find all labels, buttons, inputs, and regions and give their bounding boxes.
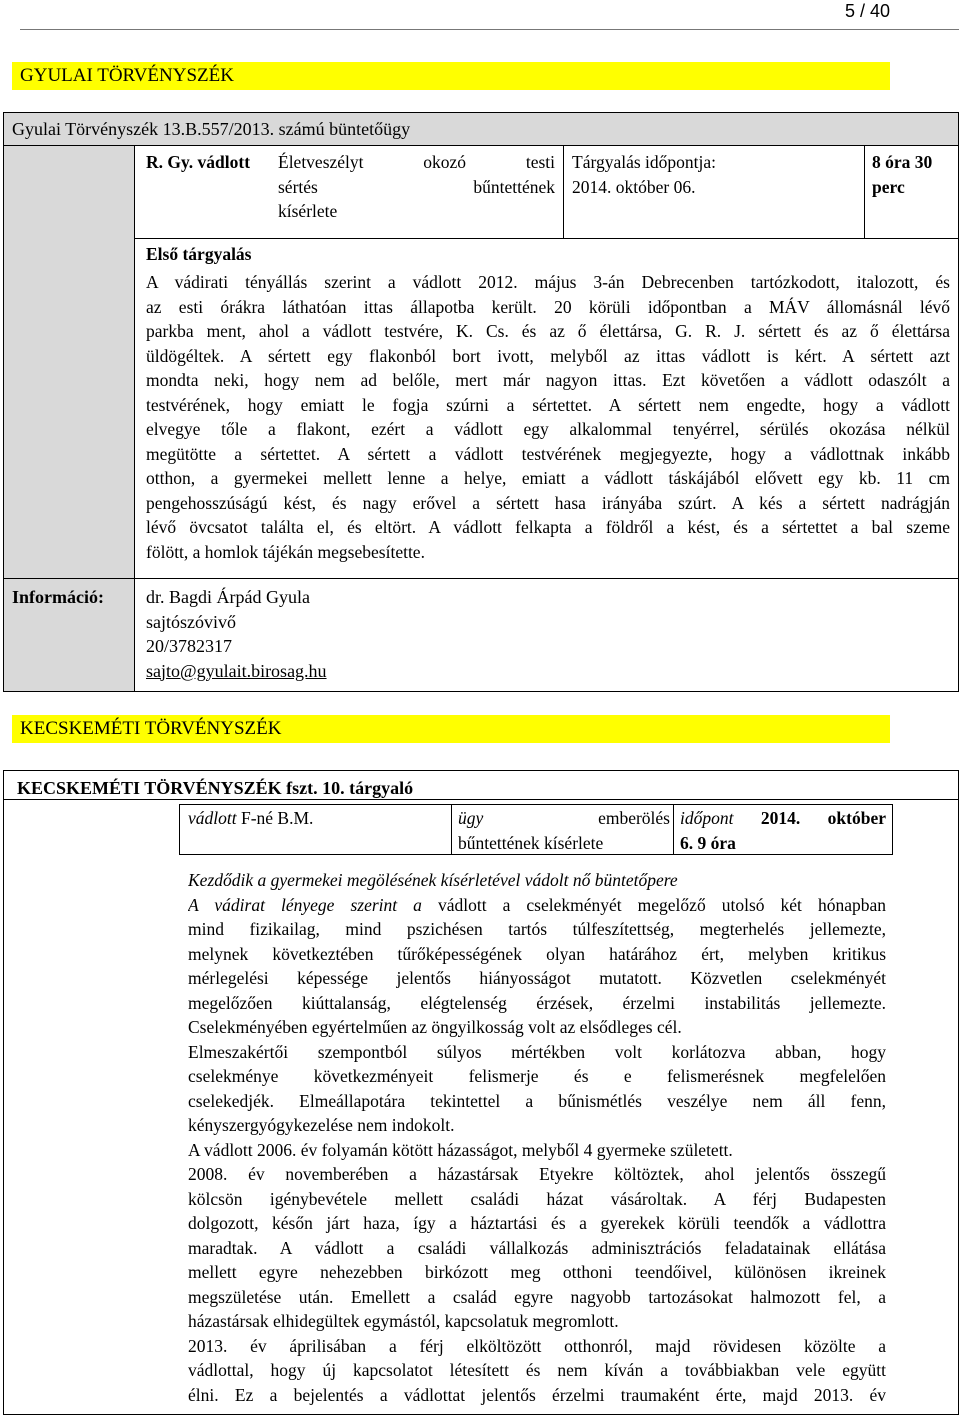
- gyula-date-value: 2014. október 06.: [572, 176, 696, 197]
- kecskemet-date-line2: 6. 9 óra: [680, 832, 736, 853]
- contact-block: [146, 585, 327, 683]
- gyula-charge-line: Életveszélyt okozó testi: [278, 152, 555, 172]
- kecskemet-header: KECSKEMÉTI TÖRVÉNYSZÉK fszt. 10. tárgyaló: [17, 778, 414, 798]
- body-line: kényszergyógykezelése nem indokolt.: [188, 1115, 455, 1135]
- rule: [4, 799, 958, 800]
- gyula-date-label: Tárgyalás időpontja:: [572, 152, 717, 172]
- contact-name: dr. Bagdi Árpád Gyula: [146, 587, 310, 607]
- kecskemet-defendant-name: F-né B.M.: [240, 808, 314, 828]
- kecskemet-body: [188, 868, 886, 1407]
- body-line: cselekménye következményeit felismerje és e felismerésnek megfelelően: [188, 1066, 886, 1086]
- kecskemet-case: [458, 806, 670, 855]
- gyula-time-line: perc: [872, 176, 905, 197]
- kecskemet-date: [680, 806, 886, 855]
- header-rule: [20, 29, 959, 30]
- gyula-time-line: 8 óra 30: [872, 152, 933, 172]
- section-title-kecskemet-text: KECSKEMÉTI TÖRVÉNYSZÉK: [20, 718, 282, 739]
- body-line: élni. Ez a bejelentés a vádlottat jelentős érzelmi traumaként érte, majd 2013. év: [188, 1384, 886, 1405]
- body-line: Cselekményében egyértelműen az öngyilkosság volt az elsődleges cél.: [188, 1017, 682, 1037]
- section-title-gyula: [12, 62, 890, 90]
- summary-line: pengehosszúságú kést, és nagy erővel a sértett hasa irányába szúrt. A kés a sértett nadrágján: [146, 492, 950, 513]
- first-hearing-label: Első tárgyalás: [146, 244, 252, 264]
- kecskemet-defendant-label: vádlott: [188, 808, 237, 828]
- rule: [563, 146, 564, 238]
- gyula-charge-line: sértés bűntettének: [278, 176, 555, 197]
- summary-line: lévő övcsatot találta el, és eltört. A vádlott felkapta a földről a kést, és a sértettet a bal szeme: [146, 517, 950, 537]
- kecskemet-case-line2: bűntettének kísérlete: [458, 832, 604, 853]
- rule: [673, 804, 674, 855]
- body-line: mind fizikailag, mind pszichésen tartós túlfeszítettség, megterhelés jellemezte,: [188, 919, 886, 939]
- summary-line: otthon, a gyermekei mellett lenne a helye, emiatt a vádlott táskájából elővett egy kb. 11 cm: [146, 468, 950, 488]
- kecskemet-case-line1: emberölés: [598, 808, 670, 828]
- summary-line: parkba ment, ahol a vádlott testvére, K. Cs. és az ő élettársa, G. R. J. sértett és az ő élettársa: [146, 321, 950, 341]
- body-line: kölcsön igénybevétele mellett családi házat vásároltak. A férj Budapesten: [188, 1188, 886, 1209]
- page-number: 5 / 40: [844, 1, 890, 21]
- body-line: mellett egyre nehezebben birkózott meg otthoni teendőivel, különösen ikreinek: [188, 1262, 886, 1282]
- body-line: dolgozott, későn járt haza, így a háztartási és a gyerekek körüli teendők a vádlottra: [188, 1213, 886, 1233]
- rule: [4, 145, 958, 146]
- summary-line: üldögéltek. A sértett egy flakonból bort ivott, melyből az ittas vádlott is kért. A sértett azt: [146, 345, 950, 366]
- contact-role: sajtószóvivő: [146, 611, 236, 632]
- body-line: megelőzően kiúttalanság, elégtelenség érzések, érzelmi instabilitás jellemezte.: [188, 992, 886, 1013]
- rule: [134, 146, 135, 692]
- summary-line: mondta neki, hogy nem ad belőle, mert már nagyon ittas. Ezt követően a vádlott odaszólt a: [146, 370, 950, 390]
- gyula-defendant: R. Gy. vádlott: [146, 152, 251, 172]
- section-title-kecskemet: [12, 715, 890, 743]
- kecskemet-date-line1: 2014. október: [760, 808, 886, 828]
- gyula-charge: [278, 150, 555, 224]
- contact-email-link[interactable]: sajto@gyulait.birosag.hu: [146, 660, 327, 681]
- body-line: vádlottal, hogy új kapcsolatot létesített és nem kíván a továbbiakban vele együtt: [188, 1360, 886, 1380]
- summary-line: A vádirati tényállás szerint a vádlott 2012. május 3-án Debrecenben tartózkodott, italozott, és: [146, 272, 950, 292]
- summary-line: megütötte a sértettet. A sértett a vádlott testvérének megjegyezte, hogy a vádlottnak inkább: [146, 443, 950, 464]
- body-line: megszületése után. Emellett a család egyre nagyobb tartozásokat halmozott fel, a: [188, 1286, 886, 1307]
- gyula-date: [572, 150, 716, 199]
- section-title-gyula-text: GYULAI TÖRVÉNYSZÉK: [20, 65, 234, 86]
- kecskemet-defendant: [188, 806, 313, 831]
- body-line: 2013. év áprilisában a férj elköltözött otthonról, majd rövidesen közölte a: [188, 1335, 886, 1356]
- summary-line: az esti órákra láthatóan ittas állapotba került. 20 körüli időpontban a MÁV állomásnál lévő: [146, 296, 950, 317]
- gyula-summary: [146, 270, 950, 564]
- rule: [134, 238, 958, 239]
- body-line: melynek következtében tűrőképességének olyan határához ért, melyben kritikus: [188, 943, 886, 964]
- body-line: Elmeszakértői szempontból súlyos mértékben volt korlátozva abban, hogy: [188, 1041, 886, 1062]
- kecskemet-case-label: ügy: [458, 808, 484, 828]
- gyula-charge-line: kísérlete: [278, 201, 338, 221]
- gyula-case-header: Gyulai Törvényszék 13.B.557/2013. számú büntetőügy: [12, 119, 411, 139]
- summary-line: fölött, a homlok tájékán megsebesítette.: [146, 541, 425, 562]
- kecskemet-lead-rest: vádlott a cselekményét megelőző utolsó két hónapban: [421, 894, 886, 915]
- gyula-time: [872, 150, 932, 199]
- kecskemet-date-label: időpont: [680, 808, 734, 828]
- kecskemet-lead-italic: A vádirat lényege szerint a: [188, 894, 422, 915]
- rule: [864, 146, 865, 238]
- summary-line: elvegye tőle a flakont, ezért a vádlott egy alkalommal tenyérrel, sérülés okozása nélkül: [146, 419, 950, 439]
- kecskemet-intro: Kezdődik a gyermekei megölésének kísérletével vádolt nő büntetőpere: [188, 870, 678, 890]
- contact-phone: 20/3782317: [146, 636, 233, 656]
- rule: [451, 804, 452, 855]
- body-line: házastársak elhidegültek egymástól, kapcsolatuk megromlott.: [188, 1311, 619, 1331]
- rule: [4, 578, 958, 579]
- info-label: Információ:: [12, 587, 104, 607]
- body-line: cselekedjék. Elmeállapotára tekintettel a bűnismétlés veszélye nem áll fenn,: [188, 1090, 886, 1111]
- body-line: A vádlott 2006. év folyamán kötött házasságot, melyből 4 gyermeke született.: [188, 1139, 733, 1160]
- body-line: maradtak. A vádlott a családi vállalkozás adminisztrációs feladatainak ellátása: [188, 1237, 886, 1258]
- summary-line: testvérének, hogy emiatt le fogja szúrni a sértettet. A sértett nem engedte, hogy a vádlott: [146, 394, 950, 415]
- body-line: mérlegelési képessége jelentős hiányosságot mutatott. Közvetlen cselekményét: [188, 968, 886, 988]
- body-line: 2008. év novemberében a házastársak Etyekre költöztek, ahol jelentős összegű: [188, 1164, 886, 1184]
